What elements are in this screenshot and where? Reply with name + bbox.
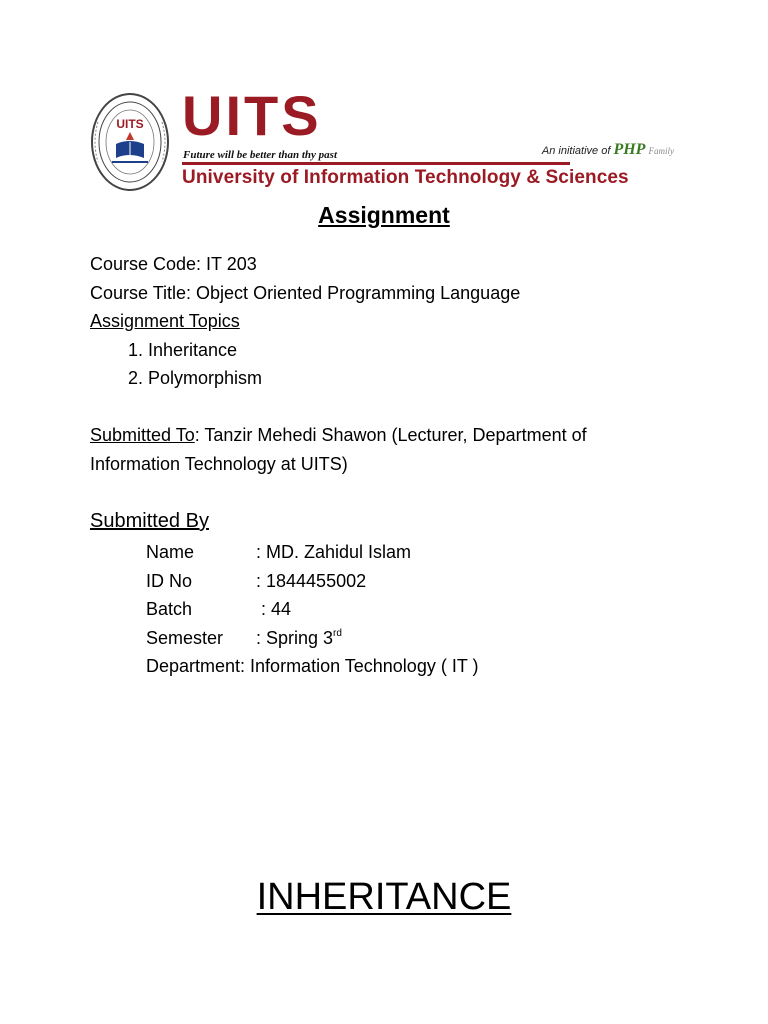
details-value: : MD. Zahidul Islam bbox=[256, 542, 412, 562]
details-label: Name bbox=[146, 542, 195, 562]
details-label: ID No bbox=[146, 570, 193, 591]
initiative-prefix: An initiative of bbox=[541, 145, 611, 157]
topic-item: 1. Inheritance bbox=[128, 339, 238, 360]
details-label: Semester bbox=[146, 627, 224, 648]
page-title: Assignment bbox=[318, 202, 450, 228]
initiative-suffix: Family bbox=[648, 146, 674, 156]
details-row bbox=[146, 595, 479, 624]
topics-heading: Assignment Topics bbox=[90, 311, 240, 331]
course-info bbox=[90, 250, 690, 393]
uits-logo-text: UITS bbox=[182, 84, 322, 147]
course-title: Course Title: Object Oriented Programming Language bbox=[90, 282, 521, 303]
svg-text:UITS: UITS bbox=[116, 117, 144, 131]
university-name: University of Information Technology & Sciences bbox=[182, 167, 629, 188]
university-header bbox=[90, 84, 678, 192]
header-divider bbox=[182, 162, 570, 165]
details-label: Batch bbox=[146, 599, 193, 619]
details-value: : 1844455002 bbox=[256, 570, 367, 591]
submitted-to-value: : Tanzir Mehedi Shawon (Lecturer, Department of Information Technology at UITS) bbox=[90, 425, 587, 474]
details-label: Department bbox=[146, 656, 241, 676]
details-value: : Information Technology ( IT ) bbox=[240, 656, 479, 676]
ordinal-suffix: rd bbox=[333, 627, 342, 639]
initiative-brand: PHP bbox=[613, 141, 646, 158]
university-seal-icon bbox=[90, 92, 170, 192]
details-row bbox=[146, 567, 479, 596]
submitted-to-label: Submitted To bbox=[90, 425, 195, 445]
submitted-by-heading: Submitted By bbox=[90, 510, 209, 532]
details-value bbox=[256, 624, 342, 653]
details-row bbox=[146, 538, 479, 567]
details-row bbox=[146, 652, 479, 681]
initiative-line bbox=[542, 142, 674, 159]
university-tagline: Future will be better than thy past bbox=[183, 149, 338, 161]
details-value: : 44 bbox=[256, 599, 292, 619]
semester-value: : Spring 3 bbox=[256, 627, 334, 648]
topic-item: 2. Polymorphism bbox=[128, 368, 263, 388]
course-code: Course Code: IT 203 bbox=[90, 254, 257, 274]
details-row bbox=[146, 624, 479, 653]
section-heading: INHERITANCE bbox=[256, 876, 512, 918]
student-details bbox=[146, 538, 479, 681]
submitted-to bbox=[90, 421, 680, 478]
